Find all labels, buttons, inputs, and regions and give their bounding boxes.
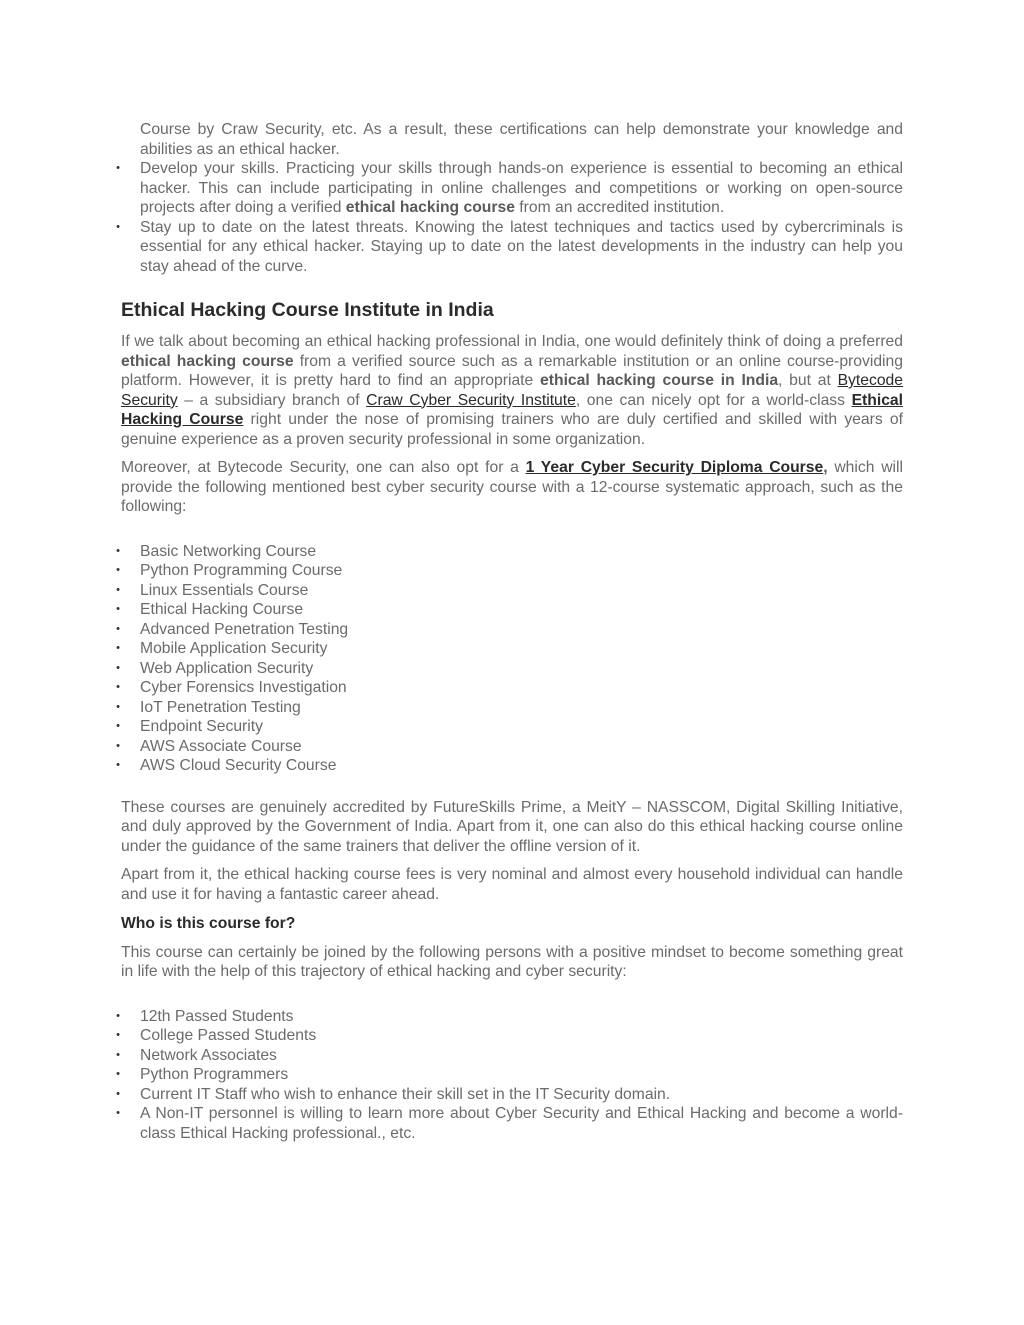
list-item-text: Basic Networking Course xyxy=(140,542,317,560)
bullet-icon: • xyxy=(116,220,120,233)
list-item xyxy=(116,1065,903,1085)
list-item xyxy=(116,678,903,698)
list-item-text: Cyber Forensics Investigation xyxy=(140,679,347,696)
list-item-text: A Non-IT personnel is willing to learn more about Cyber Security and Ethical Hacking and become a world-class Ethical Hacking professional., etc. xyxy=(140,1105,903,1142)
bullet-icon: • xyxy=(116,622,120,635)
bullet-icon: • xyxy=(116,564,120,576)
who-heading: Who is this course for? xyxy=(121,915,296,932)
bullet-icon: • xyxy=(116,700,120,713)
paragraph-accreditation: These courses are genuinely accredited by FutureSkills Prime, a MeitY – NASSCOM, Digital Skilling Initiative, and duly approved by the Government of India. Apart from it, one can also do this ethical hacking course online under the guidance of the same trainers that deliver the offline version of it. xyxy=(121,798,903,855)
bullet-icon: • xyxy=(116,583,120,596)
persons-list xyxy=(116,1007,903,1144)
list-item xyxy=(116,717,903,737)
bullet-icon: • xyxy=(116,720,120,732)
intro-bullet-list xyxy=(116,159,903,276)
paragraph-intro xyxy=(121,332,903,449)
text-run: which will provide the following mentioned best cyber security course with a 12-course systematic approach, such as the following: xyxy=(121,459,903,515)
bullet-icon: • xyxy=(116,759,120,771)
bullet-icon: • xyxy=(116,1029,120,1041)
list-item-text: Network Associates xyxy=(140,1046,277,1064)
bullet-text: Stay up to date on the latest threats. Knowing the latest techniques and tactics used by cybercriminals is essential for any ethical hacker. Staying up to date on the latest developments in the industry can help you stay ahead of the curve. xyxy=(140,218,903,275)
list-item xyxy=(116,1046,903,1066)
paragraph-diploma xyxy=(121,458,903,517)
list-item xyxy=(116,159,903,218)
bold-keyword: ethical hacking course in India xyxy=(540,372,779,389)
bullet-icon: • xyxy=(116,1009,120,1022)
list-item xyxy=(116,737,903,757)
section-heading: Ethical Hacking Course Institute in India xyxy=(121,299,494,321)
list-item-text: Linux Essentials Course xyxy=(140,581,309,599)
paragraph-who: This course can certainly be joined by the following persons with a positive mindset to become something great in life with the help of this trajectory of ethical hacking and cyber security: xyxy=(121,943,903,980)
bullet-icon: • xyxy=(116,1068,120,1080)
ethical-hacking-course-link[interactable]: Ethical Hacking Course xyxy=(121,391,903,428)
bullet-icon: • xyxy=(116,739,120,752)
spacer xyxy=(121,526,903,542)
list-item xyxy=(116,756,903,776)
list-item-text: Python Programmers xyxy=(140,1066,289,1083)
list-item xyxy=(116,581,903,601)
bytecode-security-link[interactable]: Bytecode Security xyxy=(121,372,904,409)
bullet-text: Develop your skills. Practicing your skills through hands-on experience is essential to becoming an ethical hacker. This can include participating in online challenges and competitions or working on open-source projects after doing a verified xyxy=(140,160,903,216)
list-item-text: Current IT Staff who wish to enhance their skill set in the IT Security domain. xyxy=(140,1085,671,1103)
text-run: – a subsidiary branch of xyxy=(177,391,367,409)
course-list xyxy=(116,542,903,776)
list-item-text: AWS Associate Course xyxy=(140,737,302,755)
list-item-text: Mobile Application Security xyxy=(140,640,328,657)
bullet-icon: • xyxy=(116,661,120,674)
text-run: from a verified source such as a remarkable institution or an online course-providing platform. However, it is pretty hard to find an appropriate xyxy=(121,352,903,389)
list-item xyxy=(116,698,903,718)
list-item-text: Web Application Security xyxy=(140,659,314,677)
list-item xyxy=(116,561,903,581)
bullet-icon: • xyxy=(116,544,120,557)
bullet-icon: • xyxy=(116,603,120,615)
text-run: Moreover, at Bytecode Security, one can also opt for a xyxy=(121,459,526,476)
document-page xyxy=(116,120,904,1143)
bold-keyword: ethical hacking course xyxy=(121,352,294,370)
list-item-text: AWS Cloud Security Course xyxy=(140,757,337,774)
spacer xyxy=(121,776,903,798)
diploma-course-link[interactable]: 1 Year Cyber Security Diploma Course xyxy=(525,459,824,476)
text-run: , but at xyxy=(778,372,838,389)
bullet-icon: • xyxy=(116,162,120,174)
list-item-text: 12th Passed Students xyxy=(140,1007,294,1025)
bold-keyword: ethical hacking course xyxy=(345,199,515,216)
list-item-text: Advanced Penetration Testing xyxy=(140,620,349,638)
intro-continuation: Course by Craw Security, etc. As a result, these certifications can help demonstrate your knowledge and abilities as an ethical hacker. xyxy=(140,121,903,158)
bullet-icon: • xyxy=(116,1107,120,1119)
list-item xyxy=(116,600,903,620)
bullet-icon: • xyxy=(116,681,120,693)
spacer xyxy=(121,991,903,1007)
bullet-icon: • xyxy=(116,1048,120,1061)
text-run: , xyxy=(823,459,828,476)
list-item-text: College Passed Students xyxy=(140,1027,317,1044)
bullet-icon: • xyxy=(116,642,120,654)
list-item-text: Ethical Hacking Course xyxy=(140,601,304,618)
bullet-text: from an accredited institution. xyxy=(514,199,725,216)
list-item xyxy=(116,1104,903,1143)
list-item xyxy=(116,542,903,562)
list-item-text: Python Programming Course xyxy=(140,562,343,579)
bullet-icon: • xyxy=(116,1087,120,1100)
text-run: If we talk about becoming an ethical hacking professional in India, one would definitely think of doing a preferred xyxy=(121,333,903,350)
list-item xyxy=(116,1007,903,1027)
text-run: , one can nicely opt for a world-class xyxy=(575,391,852,409)
list-item xyxy=(116,639,903,659)
list-item-text: Endpoint Security xyxy=(140,718,263,735)
craw-cyber-security-link[interactable]: Craw Cyber Security Institute xyxy=(366,391,576,409)
list-item xyxy=(116,620,903,640)
list-item xyxy=(116,218,903,277)
text-run: right under the nose of promising trainers who are duly certified and skilled with years of genuine experience as a proven security professional in some organization. xyxy=(121,411,904,448)
list-item xyxy=(116,659,903,679)
list-item xyxy=(116,1026,903,1046)
paragraph-fees: Apart from it, the ethical hacking course fees is very nominal and almost every household individual can handle and use it for having a fantastic career ahead. xyxy=(121,866,903,903)
list-item-text: IoT Penetration Testing xyxy=(140,698,301,716)
list-item xyxy=(116,1085,903,1105)
